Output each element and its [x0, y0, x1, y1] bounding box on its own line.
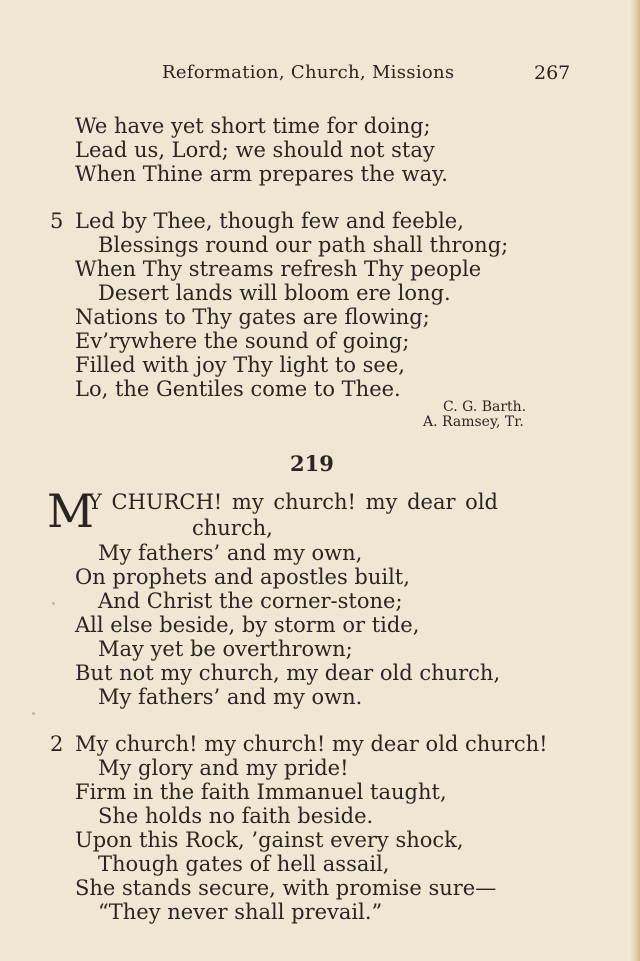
verse-line: Y CHURCH! my church! my dear old [88, 490, 498, 514]
verse-line: Led by Thee, though few and feeble, [75, 209, 464, 233]
verse-line: Upon this Rock, ’gainst every shock, [75, 828, 464, 852]
verse-line: church, [192, 516, 273, 540]
running-title: Reformation, Church, Missions [162, 62, 455, 83]
verse-line: She holds no faith beside. [98, 804, 374, 828]
verse-line: She stands secure, with promise sure— [75, 876, 497, 900]
verse-line: Though gates of hell assail, [98, 852, 390, 876]
verse-line: But not my church, my dear old church, [75, 661, 501, 685]
verse-line: When Thine arm prepares the way. [75, 162, 448, 186]
verse-line: May yet be overthrown; [98, 637, 353, 661]
verse-line: When Thy streams refresh Thy people [75, 257, 482, 281]
paper-speck [52, 602, 55, 605]
verse-line: Firm in the faith Immanuel taught, [75, 780, 447, 804]
verse-line: My glory and my pride! [98, 756, 349, 780]
drop-cap: M [47, 484, 95, 538]
page-edge-shadow [630, 0, 640, 961]
stanza-number: 2 [50, 732, 64, 756]
verse-line: And Christ the corner-stone; [98, 589, 403, 613]
author-credit: C. G. Barth. [443, 399, 527, 415]
page-header [0, 62, 640, 88]
verse-line: Ev’rywhere the sound of going; [75, 329, 410, 353]
verse-line: Lead us, Lord; we should not stay [75, 138, 435, 162]
paper-speck [32, 712, 35, 715]
verse-line: My fathers’ and my own. [98, 685, 363, 709]
verse-line: We have yet short time for doing; [75, 114, 431, 138]
verse-line: Nations to Thy gates are flowing; [75, 305, 430, 329]
verse-line: On prophets and apostles built, [75, 565, 410, 589]
hymn-number: 219 [290, 451, 334, 476]
verse-line: “They never shall prevail.” [98, 900, 383, 924]
verse-line: Blessings round our path shall throng; [98, 233, 509, 257]
verse-line: My fathers’ and my own, [98, 541, 363, 565]
translator-credit: A. Ramsey, Tr. [423, 414, 524, 430]
verse-line: My church! my church! my dear old church! [75, 732, 548, 756]
stanza-number: 5 [50, 209, 64, 233]
verse-line: Lo, the Gentiles come to Thee. [75, 377, 401, 401]
verse-line: Desert lands will bloom ere long. [98, 281, 451, 305]
verse-line: Filled with joy Thy light to see, [75, 353, 405, 377]
page-number: 267 [534, 62, 571, 84]
verse-line: All else beside, by storm or tide, [75, 613, 420, 637]
